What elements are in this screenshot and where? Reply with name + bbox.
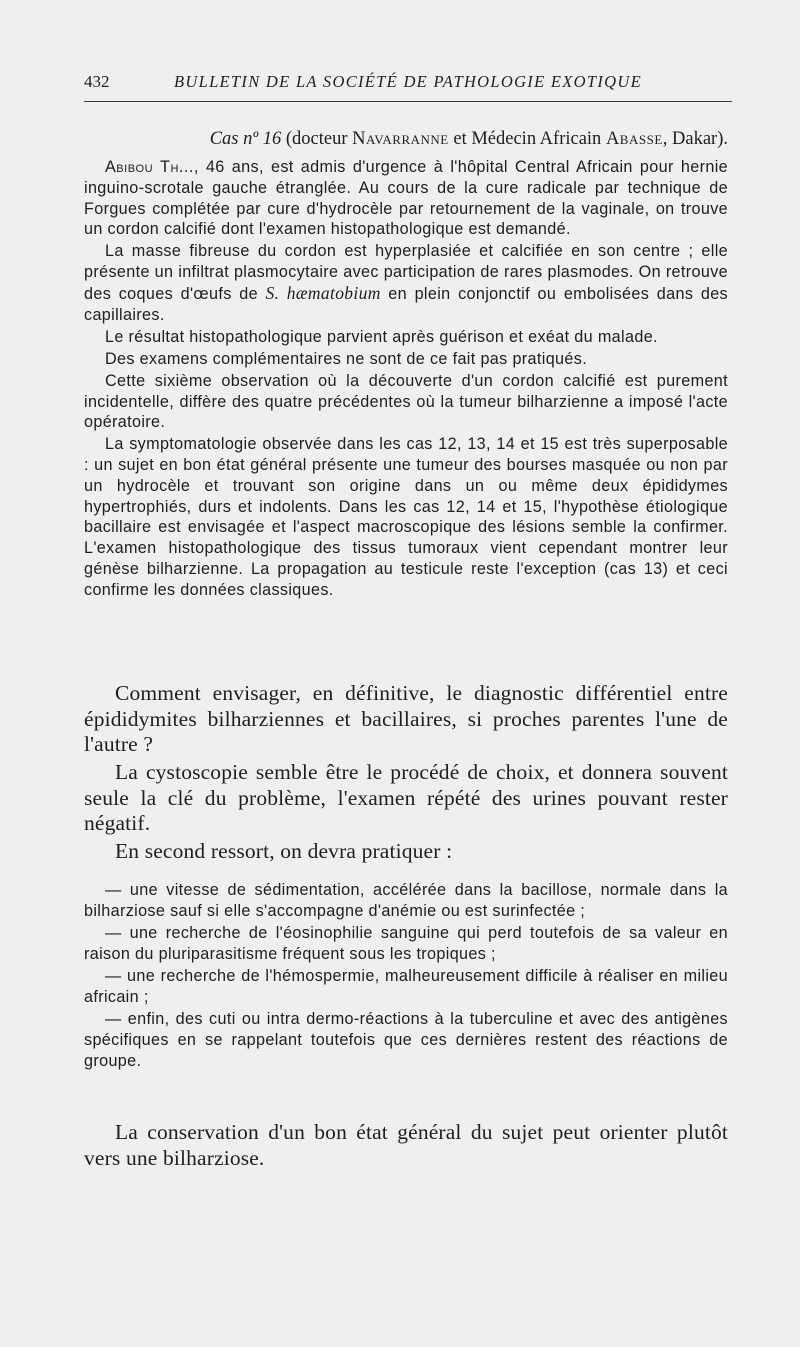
case-number: Cas nº 16: [209, 129, 282, 149]
paragraph-symptomatology: La symptomatologie observée dans les cas 12, 13, 14 et 15 est très superposable : un sujet en bon état général présente une tumeur des bourses masquée ou non par un hydrocèle et trouvant son origine dans un ou même deux épididymes hypertrophiés, durs et indolents. Dans les cas 12, 14 et 15, l'hypothèse étiologique bacillaire est envisagée et l'aspect macroscopique des lésions semble la confirmer. L'examen histopathologique des tissus tumoraux vient cependant montrer leur génèse bilharzienne. La propagation au testicule reste l'exception (cas 13) et ceci confirme les données classiques.: [84, 435, 728, 599]
case-close: , Dakar).: [662, 129, 728, 149]
list-item: — une recherche de l'éosinophilie sanguine qui perd toutefois de sa valeur en raison du pluriparasitisme fréquent sous les tropiques ;: [84, 924, 728, 963]
discussion-section: [84, 681, 728, 867]
paragraph-admission: [84, 157, 728, 240]
list-item: — enfin, des cuti ou intra dermo-réactions à la tuberculine et avec des antigènes spécifiques en se rappelant toutefois que ces dernières restent des réactions de groupe.: [84, 1010, 728, 1070]
species-name: S. hæmatobium: [265, 282, 381, 303]
paragraph-second-resort: En second ressort, on devra pratiquer :: [115, 839, 453, 864]
exam-list: [84, 880, 728, 1073]
histology-text-1: La masse fibreuse du cordon est hyperplasiée et calcifiée en son centre ; elle présente un infiltrat plasmocytaire avec participation de rares plasmodes. On retrouve des coques d'œufs de: [84, 242, 728, 303]
list-item: — une recherche de l'hémospermie, malheureusement difficile à réaliser en milieu africain ;: [84, 967, 728, 1006]
conclusion-text: La conservation d'un bon état général du sujet peut orienter plutôt vers une bilharziose.: [84, 1120, 728, 1170]
doctor-name: Navarranne: [352, 129, 449, 149]
case-open: (docteur: [281, 129, 353, 149]
running-title: BULLETIN DE LA SOCIÉTÉ DE PATHOLOGIE EXOTIQUE: [174, 72, 642, 91]
admission-text: , 46 ans, est admis d'urgence à l'hôpital Central Africain pour hernie inguino-scrotale gauche étranglée. Au cours de la cure radicale par technique de Forgues complétée par cure d'hydrocèle par retournement de la vaginale, on trouve un cordon calcifié dont l'examen histopathologique est demandé.: [84, 158, 728, 239]
case-heading: [84, 127, 728, 151]
page-number: 432: [84, 72, 110, 91]
histology-text-2: en plein conjonctif ou embolisées dans des capillaires.: [84, 284, 728, 324]
paragraph-cystoscopy: La cystoscopie semble être le procédé de choix, et donnera souvent seule la clé du problème, l'examen répété des urines pouvant rester négatif.: [84, 760, 728, 836]
paragraph-result: Le résultat histopathologique parvient après guérison et exéat du malade.: [105, 327, 658, 346]
paragraph-sixth-observation: Cette sixième observation où la découverte d'un cordon calcifié est purement incidentelle, diffère des quatre précédentes où la tumeur bilharzienne a imposé l'acte opératoire.: [84, 371, 728, 432]
case-mid: et Médecin Africain: [448, 129, 606, 149]
paragraph-no-exams: Des examens complémentaires ne sont de ce fait pas pratiqués.: [105, 349, 588, 368]
paragraph-question: Comment envisager, en définitive, le diagnostic différentiel entre épididymites bilharziennes et bacillaires, si proches parentes l'une de l'autre ?: [84, 681, 728, 756]
page-header: [84, 72, 732, 96]
case-body: [84, 157, 728, 602]
header-rule: [84, 101, 732, 102]
list-item: — une vitesse de sédimentation, accélérée dans la bacillose, normale dans la bilharziose sauf si elle s'accompagne d'anémie ou est surinfectée ;: [84, 881, 728, 920]
patient-name: Abibou Th...: [105, 158, 194, 176]
conclusion: [84, 1120, 728, 1174]
paragraph-histology: [84, 241, 728, 325]
physician-name: Abasse: [605, 129, 663, 149]
